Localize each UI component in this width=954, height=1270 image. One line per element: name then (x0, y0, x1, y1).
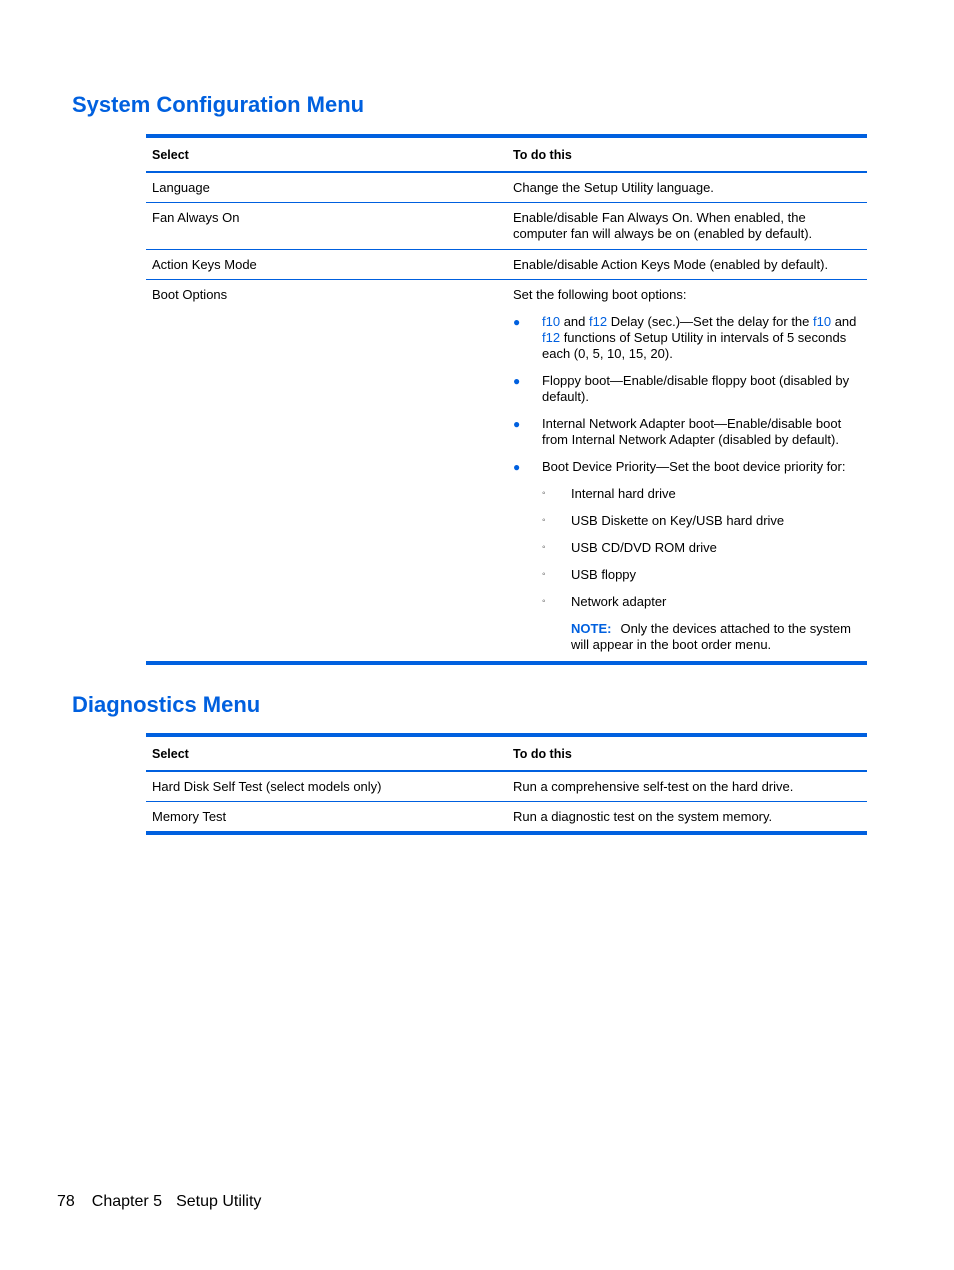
list-item-device (513, 594, 861, 610)
table-row-boot-options (146, 280, 867, 661)
select-cell: Boot Options (152, 287, 228, 302)
boot-order-note (542, 621, 861, 653)
list-item-device (513, 486, 861, 502)
select-cell: Language (152, 180, 210, 195)
select-cell: Fan Always On (152, 210, 240, 225)
action-cell: Enable/disable Action Keys Mode (enabled by default). (513, 257, 829, 272)
section-label: Setup Utility (176, 1193, 262, 1210)
table-row-memory-test (146, 802, 867, 831)
device-label: Network adapter (571, 594, 667, 609)
table-row-fan-always-on (146, 203, 867, 250)
device-label: USB floppy (571, 567, 637, 582)
system-configuration-table (146, 134, 867, 665)
list-item-device (513, 513, 861, 529)
text-fragment: and (560, 314, 589, 329)
table-row-language (146, 173, 867, 203)
key-f10: f10 (813, 314, 832, 329)
key-f12: f12 (589, 314, 608, 329)
page-number: 78 (57, 1193, 75, 1210)
circle-bullet-icon: ◦ (542, 569, 546, 580)
device-label: USB Diskette on Key/USB hard drive (571, 513, 785, 528)
system-configuration-title: System Configuration Menu (72, 92, 365, 117)
action-cell: Run a comprehensive self-test on the hard drive. (513, 779, 794, 794)
text-fragment: and (831, 314, 857, 329)
diagnostics-title: Diagnostics Menu (72, 692, 261, 717)
bullet-dot-icon: ● (513, 417, 521, 431)
note-label: NOTE: (571, 621, 612, 636)
key-f10: f10 (542, 314, 561, 329)
page-footer (57, 1192, 261, 1212)
action-cell (507, 280, 867, 661)
table-header-row (146, 138, 867, 173)
action-cell: Run a diagnostic test on the system memory. (513, 809, 773, 824)
list-item-priority (513, 459, 861, 653)
header-to-do-this: To do this (513, 148, 572, 162)
table-header-row (146, 737, 867, 772)
select-cell: Action Keys Mode (152, 257, 257, 272)
key-f12: f12 (542, 330, 561, 345)
circle-bullet-icon: ◦ (542, 488, 546, 499)
circle-bullet-icon: ◦ (542, 542, 546, 553)
action-cell: Change the Setup Utility language. (513, 180, 714, 195)
diagnostics-table (146, 733, 867, 835)
bullet-dot-icon: ● (513, 315, 521, 329)
note-text: Only the devices attached to the system will appear in the boot order menu. (571, 621, 851, 652)
boot-intro: Set the following boot options: (513, 287, 687, 302)
header-to-do-this: To do this (513, 747, 572, 761)
bullet-dot-icon: ● (513, 374, 521, 388)
table-row-action-keys-mode (146, 250, 867, 280)
text-fragment: functions of Setup Utility in intervals of 5 seconds each (0, 5, 10, 15, 20). (542, 330, 847, 361)
list-item-network (513, 416, 861, 448)
item-text: Floppy boot—Enable/disable floppy boot (disabled by default). (542, 373, 850, 404)
chapter-label: Chapter 5 (91, 1193, 163, 1210)
action-cell: Enable/disable Fan Always On. When enabled, the computer fan will always be on (enabled by default). (513, 210, 813, 241)
circle-bullet-icon: ◦ (542, 515, 546, 526)
list-item-device (513, 567, 861, 583)
item-text: Boot Device Priority—Set the boot device priority for: (542, 459, 846, 474)
header-select: Select (152, 747, 189, 761)
header-select: Select (152, 148, 189, 162)
boot-options-list (513, 314, 861, 653)
select-cell: Hard Disk Self Test (select models only) (152, 779, 382, 794)
list-item-delay (513, 314, 861, 362)
list-item-device (513, 540, 861, 556)
item-text: Internal Network Adapter boot—Enable/disable boot from Internal Network Adapter (disabled by default). (542, 416, 842, 447)
select-cell: Memory Test (152, 809, 227, 824)
device-list (513, 486, 861, 610)
text-fragment: Delay (sec.)—Set the delay for the (607, 314, 814, 329)
list-item-floppy (513, 373, 861, 405)
circle-bullet-icon: ◦ (542, 596, 546, 607)
device-label: Internal hard drive (571, 486, 676, 501)
device-label: USB CD/DVD ROM drive (571, 540, 717, 555)
table-row-hard-disk-self-test (146, 772, 867, 802)
bullet-dot-icon: ● (513, 460, 521, 474)
